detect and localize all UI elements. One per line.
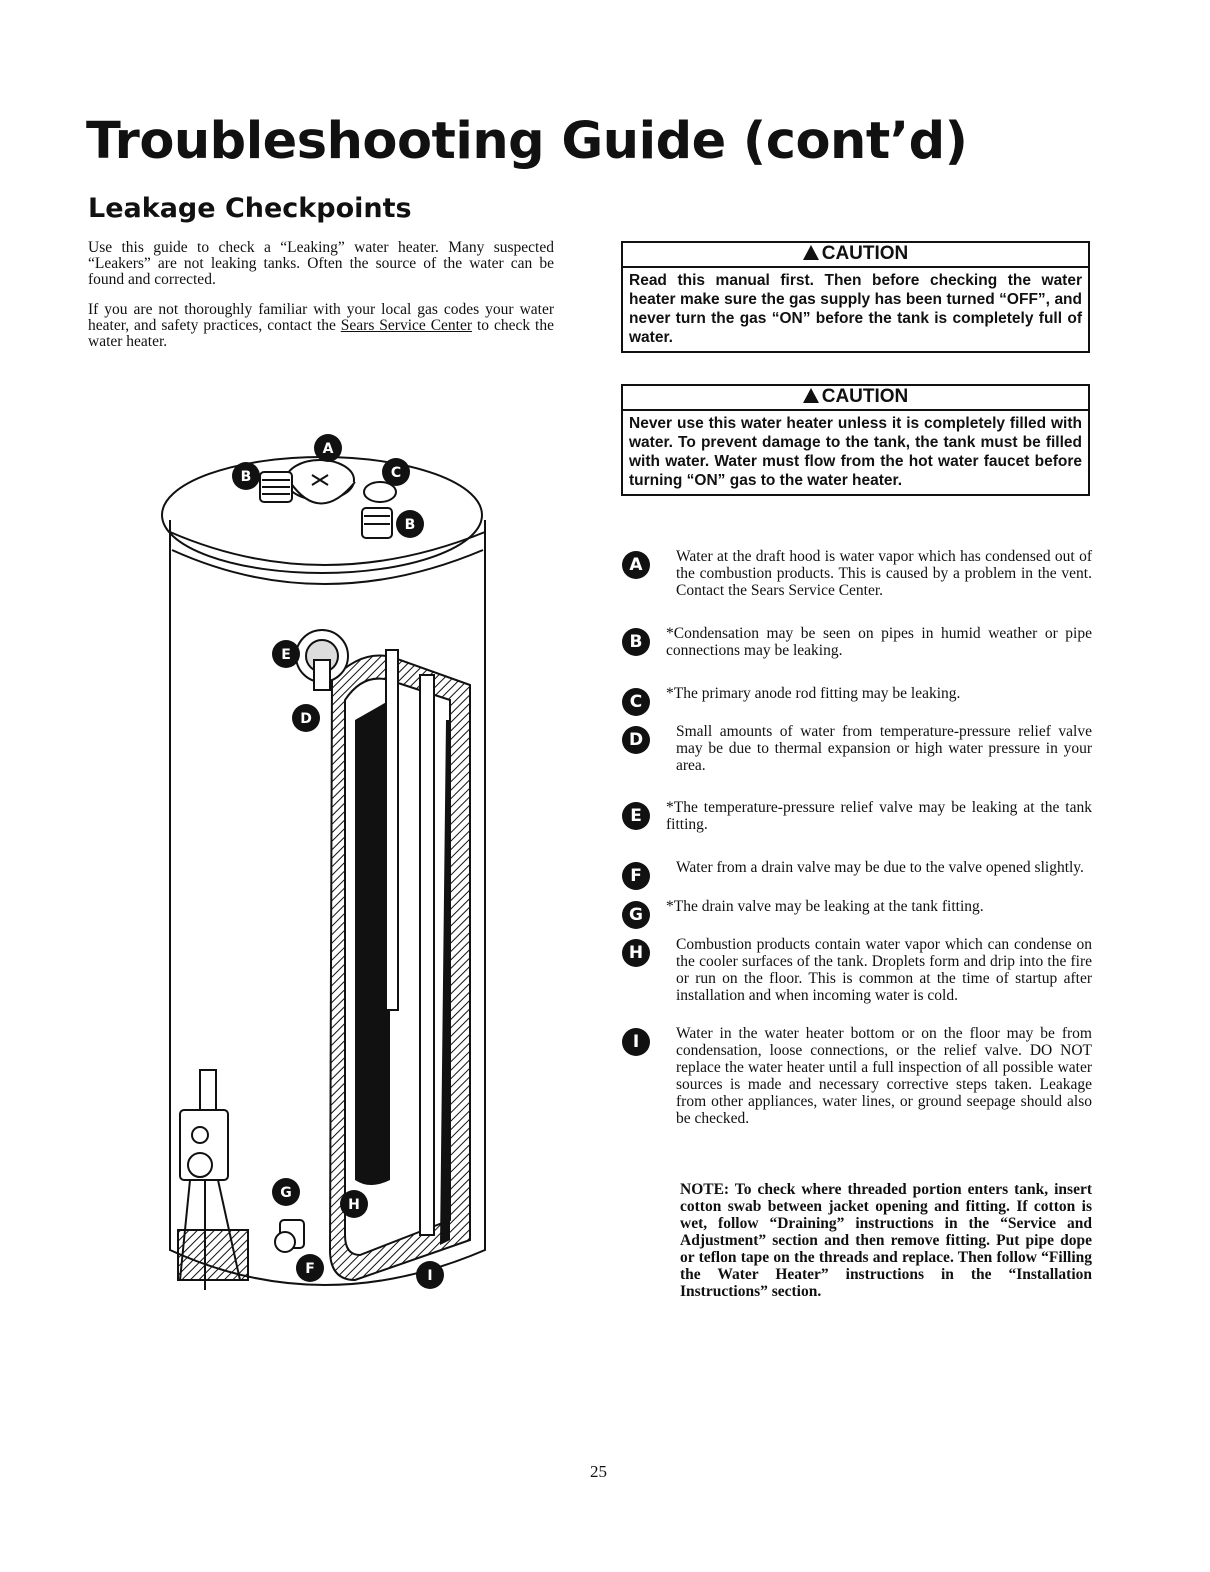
checkpoint-item	[620, 685, 1092, 712]
figure-label-e: E	[281, 647, 291, 663]
warning-triangle-icon	[803, 388, 819, 403]
letter-badge: D	[622, 726, 650, 754]
figure-label-g: G	[280, 1185, 292, 1201]
checkpoint-text: Water from a drain valve may be due to the valve opened slightly.	[676, 859, 1084, 876]
checkpoint-item	[620, 859, 1092, 886]
checkpoint-item	[620, 799, 1092, 833]
caution-box-1	[621, 241, 1090, 353]
figure-label-f: F	[305, 1261, 315, 1277]
letter-badge: H	[622, 939, 650, 967]
page-title: Troubleshooting Guide (cont’d)	[86, 112, 968, 171]
intro-paragraph-1: Use this guide to check a “Leaking” water heater. Many suspected “Leakers” are not leaking tanks. Often the source of the water can be found and corrected.	[88, 239, 554, 288]
intro-p2-after: to check the water heater.	[88, 317, 554, 350]
caution-box-2	[621, 384, 1090, 496]
section-title: Leakage Checkpoints	[88, 193, 412, 224]
drain-valve	[275, 1220, 304, 1252]
figure-label-a: A	[322, 441, 334, 457]
checkpoint-item	[620, 625, 1092, 659]
checkpoint-list	[620, 548, 1092, 1127]
letter-badge: C	[622, 688, 650, 716]
sears-service-center-link[interactable]: Sears Service Center	[340, 317, 473, 334]
tank-cutaway	[330, 650, 470, 1280]
figure-label-b2: B	[404, 517, 416, 533]
caution-body-2: Never use this water heater unless it is completely filled with water. To prevent damage to the tank, the tank must be filled with water. Water must flow from the hot water faucet before turning “ON” gas to the water heater.	[629, 415, 1082, 489]
checkpoint-text: *The primary anode rod fitting may be leaking.	[666, 685, 961, 702]
caution-body-1: Read this manual first. Then before checking the water heater make sure the gas supply has been turned “OFF”, and never turn the gas “ON” before the tank is completely full of water.	[629, 272, 1082, 346]
figure-label-h: H	[348, 1197, 360, 1213]
figure-label-b: B	[240, 469, 252, 485]
checkpoint-text: Small amounts of water from temperature-pressure relief valve may be due to thermal expansion or high water pressure in your area.	[676, 723, 1092, 774]
figure-label-d: D	[300, 711, 312, 727]
letter-badge: G	[622, 901, 650, 929]
figure-label-i: I	[427, 1268, 433, 1284]
checkpoint-text: Combustion products contain water vapor which can condense on the cooler surfaces of the tank. Droplets form and drip into the fire or run on the floor. This is common at the time of startup after installation and when incoming water is cold.	[676, 936, 1092, 1004]
letter-badge: E	[622, 802, 650, 830]
letter-badge: B	[622, 628, 650, 656]
intro-paragraph-2	[88, 302, 554, 350]
warning-triangle-icon	[803, 245, 819, 260]
checkpoint-text: *Condensation may be seen on pipes in humid weather or pipe connections may be leaking.	[666, 625, 1092, 659]
caution-heading-1: CAUTION	[623, 243, 1088, 268]
checkpoint-text: *The drain valve may be leaking at the tank fitting.	[666, 898, 984, 915]
note-text: NOTE: To check where threaded portion enters tank, insert cotton swab between jacket opening and fitting. If cotton is wet, follow “Draining” instructions in the “Service and Adjustment” section and then remove fitting. Put pipe dope or teflon tape on the threads and replace. Then follow “Filling the Water Heater” instructions in the “Installation Instructions” section.	[680, 1181, 1092, 1300]
letter-badge: A	[622, 551, 650, 579]
checkpoint-item	[620, 1025, 1092, 1127]
checkpoint-text: *The temperature-pressure relief valve may be leaking at the tank fitting.	[666, 799, 1092, 833]
letter-badge: I	[622, 1028, 650, 1056]
page-number: 25	[590, 1462, 607, 1481]
checkpoint-item	[620, 936, 1092, 1004]
checkpoint-text: Water at the draft hood is water vapor which has condensed out of the combustion products. This is caused by a problem in the vent. Contact the Sears Service Center.	[676, 548, 1092, 599]
gas-control-valve	[178, 1070, 248, 1290]
checkpoint-item	[620, 723, 1092, 774]
checkpoint-item	[620, 548, 1092, 599]
checkpoint-item	[620, 898, 1092, 925]
figure-label-c: C	[390, 465, 402, 481]
water-heater-illustration	[150, 420, 530, 1320]
intro-p2-before: If you are not thoroughly familiar with your local gas codes your water heater, and safety practices, contact the	[88, 301, 554, 334]
checkpoint-text: Water in the water heater bottom or on the floor may be from condensation, loose connections, or the relief valve. DO NOT replace the water heater until a full inspection of all possible water sources is made and necessary corrective steps taken. Leakage from other appliances, water lines, or ground seepage should also be checked.	[676, 1025, 1092, 1127]
caution-heading-2: CAUTION	[623, 386, 1088, 411]
letter-badge: F	[622, 862, 650, 890]
intro-text	[88, 240, 554, 364]
